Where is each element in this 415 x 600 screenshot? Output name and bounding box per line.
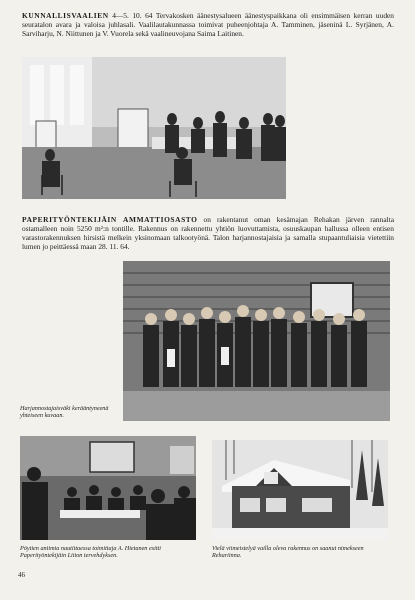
- photo-table: [20, 436, 196, 540]
- photo-group: [123, 261, 390, 421]
- caption-cabin: Vielä viimeistelyä vailla oleva rakennus on saanut nimekseen Rehariinna.: [212, 545, 364, 560]
- article-union-cabin-body: on rakentanut oman kesämajan Rehakan järven rannalta ostamalleen noin 5250 m²:n tontille. Rakennus on rakennettu yhtiön luovuttamista, osuuskaupan hallussa olleen entisen varastorakennuksen hirsistä melkein yksinomaan talkootyönä. Talon harjannostajaisia ja samalla stupaantuliaisia vietettiin lumen jo peittäessä maan 28. 11. 64.: [22, 215, 394, 251]
- article-union-cabin-lead: PAPERITYÖNTEKIJÄIN AMMATTIOSASTO: [22, 215, 198, 224]
- photo-voting-hall: [22, 57, 286, 199]
- page-number: 46: [18, 571, 25, 579]
- photo-cabin: [212, 440, 388, 540]
- article-union-cabin: [22, 216, 394, 252]
- article-voting-lead: KUNNALLISVAALIEN: [22, 11, 109, 20]
- caption-table: Pöytien antimia nautittaessa toimittaja A. Hietanen esitti Paperityöntekijäin Liiton tervehdyksen.: [20, 545, 161, 560]
- caption-group: Harjannostajaisväki kerääntyneenä yhteiseen kuvaan.: [20, 405, 109, 420]
- article-voting: [22, 12, 394, 39]
- article-voting-body: 4—5. 10. 64 Tervakosken äänestysalueen äänestyspaikkana oli ensimmäisen kerran uuden seuratalon avara ja valoisa juhlasali. Vaalilautakunnassa toimivat puheenjohtaja A. Tamminen, jäseninä L. Syrjänen, A. Sarviharju, N. Niittunen ja V. Vuorela sekä vaalineuvojana Saima Laitinen.: [22, 11, 394, 38]
